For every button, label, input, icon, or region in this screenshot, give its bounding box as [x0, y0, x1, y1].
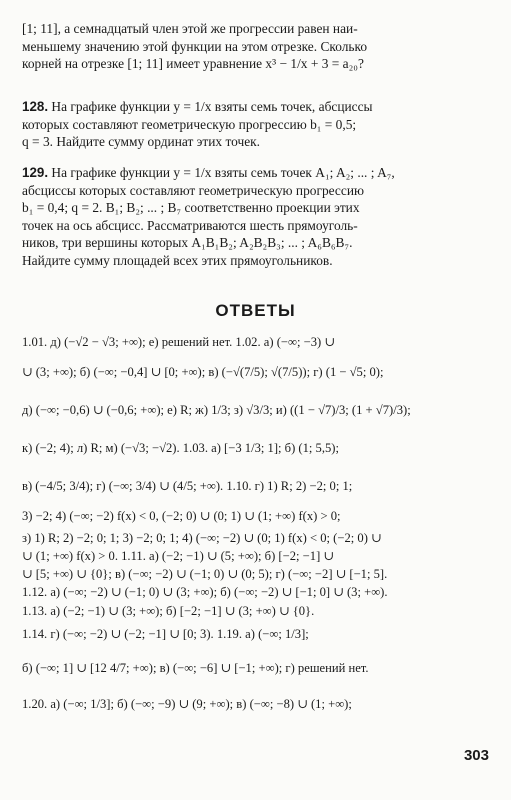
- text-line: b₁ = 0,4; q = 2. B₁; B₂; ... ; B₇ соответственно проекции этих: [22, 200, 360, 216]
- answer-line: 3) −2; 4) (−∞; −2) f(x) < 0, (−2; 0) ∪ (0; 1) ∪ (1; +∞) f(x) > 0;: [22, 509, 341, 523]
- answer-line: 1.14. г) (−∞; −2) ∪ (−2; −1] ∪ [0; 3). 1.19. а) (−∞; 1/3];: [22, 627, 309, 641]
- answer-line: ∪ (1; +∞) f(x) > 0. 1.11. а) (−2; −1) ∪ (5; +∞); б) [−2; −1] ∪: [22, 549, 334, 563]
- text-line: меньшему значению этой функции на этом отрезке. Сколько: [22, 38, 368, 54]
- answer-line: 1.12. а) (−∞; −2) ∪ (−1; 0) ∪ (3; +∞); б) (−∞; −2) ∪ [−1; 0] ∪ (3; +∞).: [22, 585, 388, 599]
- text-line: которых составляют геометрическую прогрессию b₁ = 0,5;: [22, 116, 357, 132]
- answer-line: з) 1) R; 2) −2; 0; 1; 3) −2; 0; 1; 4) (−∞; −2) ∪ (0; 1) f(x) < 0; (−2; 0) ∪: [22, 531, 382, 545]
- page-number: 303: [463, 747, 489, 764]
- answer-line: 1.01. д) (−√2 − √3; +∞); е) решений нет. 1.02. а) (−∞; −3) ∪: [22, 335, 335, 349]
- text-line: Найдите сумму площадей всех этих прямоугольников.: [22, 252, 333, 268]
- answer-line: ∪ [5; +∞) ∪ {0}; в) (−∞; −2) ∪ (−1; 0) ∪ (0; 5); г) (−∞; −2] ∪ [−1; 5].: [22, 567, 388, 581]
- text-line: [1; 11], а семнадцатый член этой же прогрессии равен наи-: [22, 21, 358, 36]
- answer-line: в) (−4/5; 3/4); г) (−∞; 3/4) ∪ (4/5; +∞). 1.10. г) 1) R; 2) −2; 0; 1;: [22, 479, 353, 493]
- problem-127-continuation: [22, 20, 490, 73]
- answer-line: 1.13. а) (−2; −1) ∪ (3; +∞); б) [−2; −1] ∪ (3; +∞) ∪ {0}.: [22, 604, 315, 618]
- text-line: q = 3. Найдите сумму ординат этих точек.: [22, 134, 261, 150]
- problem-128: [22, 98, 490, 151]
- text-line: абсциссы которых составляют геометрическую прогрессию: [22, 182, 364, 198]
- answers-heading: ОТВЕТЫ: [215, 301, 296, 320]
- answer-line: б) (−∞; 1] ∪ [12 4/7; +∞); в) (−∞; −6] ∪ [−1; +∞); г) решений нет.: [22, 661, 369, 675]
- text-line: корней на отрезке [1; 11] имеет уравнение x³ − 1/x + 3 = a₂₀?: [22, 56, 364, 72]
- problem-number: 129.: [22, 165, 49, 180]
- answer-line: 1.20. а) (−∞; 1/3]; б) (−∞; −9) ∪ (9; +∞); в) (−∞; −8) ∪ (1; +∞);: [22, 697, 352, 711]
- answer-line: д) (−∞; −0,6) ∪ (−0,6; +∞); е) R; ж) 1/3; з) √3/3; и) ((1 − √7)/3; (1 + √7)/3);: [22, 403, 411, 417]
- text-line: На графике функции y = 1/x взяты семь точек A₁; A₂; ... ; A₇,: [51, 165, 395, 180]
- answer-line: ∪ (3; +∞); б) (−∞; −0,4] ∪ [0; +∞); в) (−√(7/5); √(7/5)); г) (1 − √5; 0);: [22, 365, 384, 379]
- problem-number: 128.: [22, 99, 49, 114]
- text-line: На графике функции y = 1/x взяты семь точек, абсциссы: [51, 99, 373, 114]
- answer-line: к) (−2; 4); л) R; м) (−√3; −√2). 1.03. а) [−3 1/3; 1]; б) (1; 5,5);: [22, 441, 339, 455]
- text-line: ников, три вершины которых A₁B₁B₂; A₂B₂B₃; ... ; A₆B₆B₇.: [22, 235, 353, 251]
- text-line: точек на ось абсцисс. Рассматриваются шесть прямоуголь-: [22, 217, 358, 233]
- problem-129: [22, 164, 490, 270]
